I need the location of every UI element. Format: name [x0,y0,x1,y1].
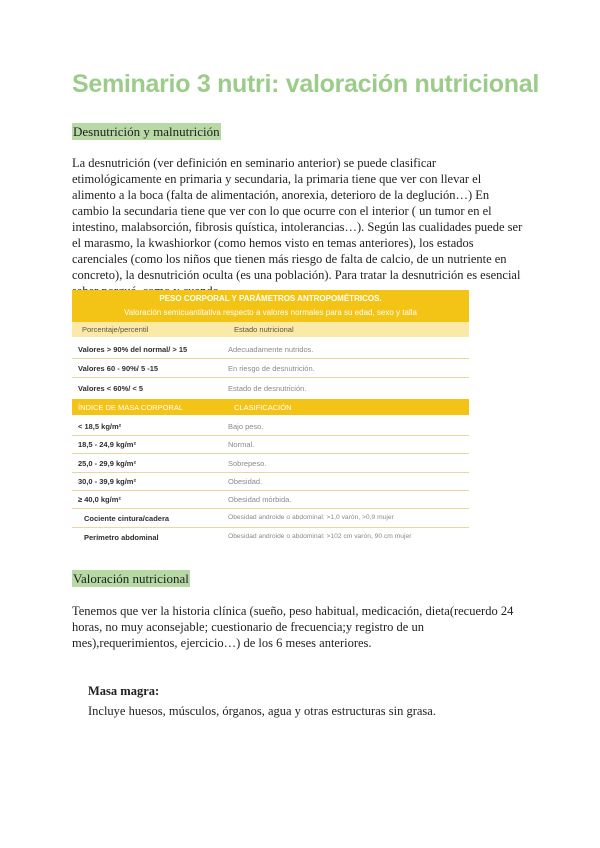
row-divider [72,527,469,528]
table-row-value: Obesidad. [228,477,263,486]
imc-header-left: ÍNDICE DE MASA CORPORAL [78,403,184,412]
table-row-value: Estado de desnutrición. [228,384,307,393]
row-divider [72,435,469,436]
table-row-value: Adecuadamente nutridos. [228,345,314,354]
table-row-label: Valores 60 - 90%/ 5 -15 [78,364,159,373]
row-divider [72,453,469,454]
table-row-value: Obesidad androide o abdominal: >1,0 varón, >0,9 mujer [228,514,394,521]
table-row-value: Obesidad mórbida. [228,495,292,504]
table-header [72,290,469,322]
table-row-label: ≥ 40,0 kg/m² [78,495,121,504]
table-row-label: Perímetro abdominal [84,533,159,542]
table-row-label: Valores < 60%/ < 5 [78,384,144,393]
masa-magra-heading: Masa magra: [88,684,160,698]
subheader-right: Estado nutricional [234,325,294,334]
table-row-value: Sobrepeso. [228,459,267,468]
table-row-label: Valores > 90% del normal/ > 15 [78,345,188,354]
paragraph-desnutricion: La desnutrición (ver definición en seminario anterior) se puede clasificar etimológicamente en primaria y secundaria, la primaria tiene que ver con llevar el alimento a la boca (falta de alimentación, anorexia, deterioro de la deglución…) En cambio la secundaria tiene que ver con lo que ocurre con el interior ( un tumor en el intestino, malabsorción, fibrosis quística, intolerancias…). Según las cualidades puede ser el marasmo, la kwashiorkor (como hemos visto en temas anteriores), los estados carenciales (como los niños que tienen más riesgo de falta de calcio, de un nutriente en concreto), la desnutrición oculta (es una población). Para tratar la desnutrición es esencial [72,156,523,282]
table-row-value: Bajo peso. [228,422,264,431]
imc-header-right: CLASIFICACIÓN [234,403,292,412]
row-divider [72,490,469,491]
table-row-label: < 18,5 kg/m² [78,422,122,431]
row-divider [72,377,469,378]
row-divider [72,472,469,473]
row-divider [72,508,469,509]
row-divider [72,358,469,359]
table-row-label: Cociente cintura/cadera [84,514,170,523]
section-heading-highlight: Valoración nutricional [73,571,189,586]
section-heading-highlight: Desnutrición y malnutrición [73,124,220,139]
subheader-left: Porcentaje/percentil [82,325,149,334]
anthropometric-table-image [72,290,469,549]
table-header-subtitle: Valoración semicuantitativa respecto a valores normales para su edad, sexo y talla [124,308,417,317]
table-row-label: 18,5 - 24,9 kg/m² [78,440,136,449]
table-row-label: 25,0 - 29,9 kg/m² [78,459,136,468]
paragraph-valoracion: Tenemos que ver la historia clínica (sueño, peso habitual, medicación, dieta(recuerdo 24 horas, no muy aconsejable; cuestionario de frecuencia;y registro de un mes),requerimientos, ejercicio…) de los 6 meses anteriores. [72,604,514,650]
table-subheader [72,322,469,337]
masa-magra-text: Incluye huesos, músculos, órganos, agua y otras estructuras sin grasa. [88,704,436,718]
table-row-value: En riesgo de desnutrición. [228,364,315,373]
table-row-label: 30,0 - 39,9 kg/m² [78,477,136,486]
section-heading-valoracion [72,571,190,587]
table-row-value: Obesidad androide o abdominal: >102 cm varón, 90 cm mujer [228,533,412,540]
table-row-value: Normal. [228,440,255,449]
table-header-title: PESO CORPORAL Y PARÁMETROS ANTROPOMÉTRICOS. [159,294,382,303]
section-heading-desnutricion [72,124,221,140]
page-title: Seminario 3 nutri: valoración nutricional [72,70,539,98]
table-header-imc [72,399,469,415]
